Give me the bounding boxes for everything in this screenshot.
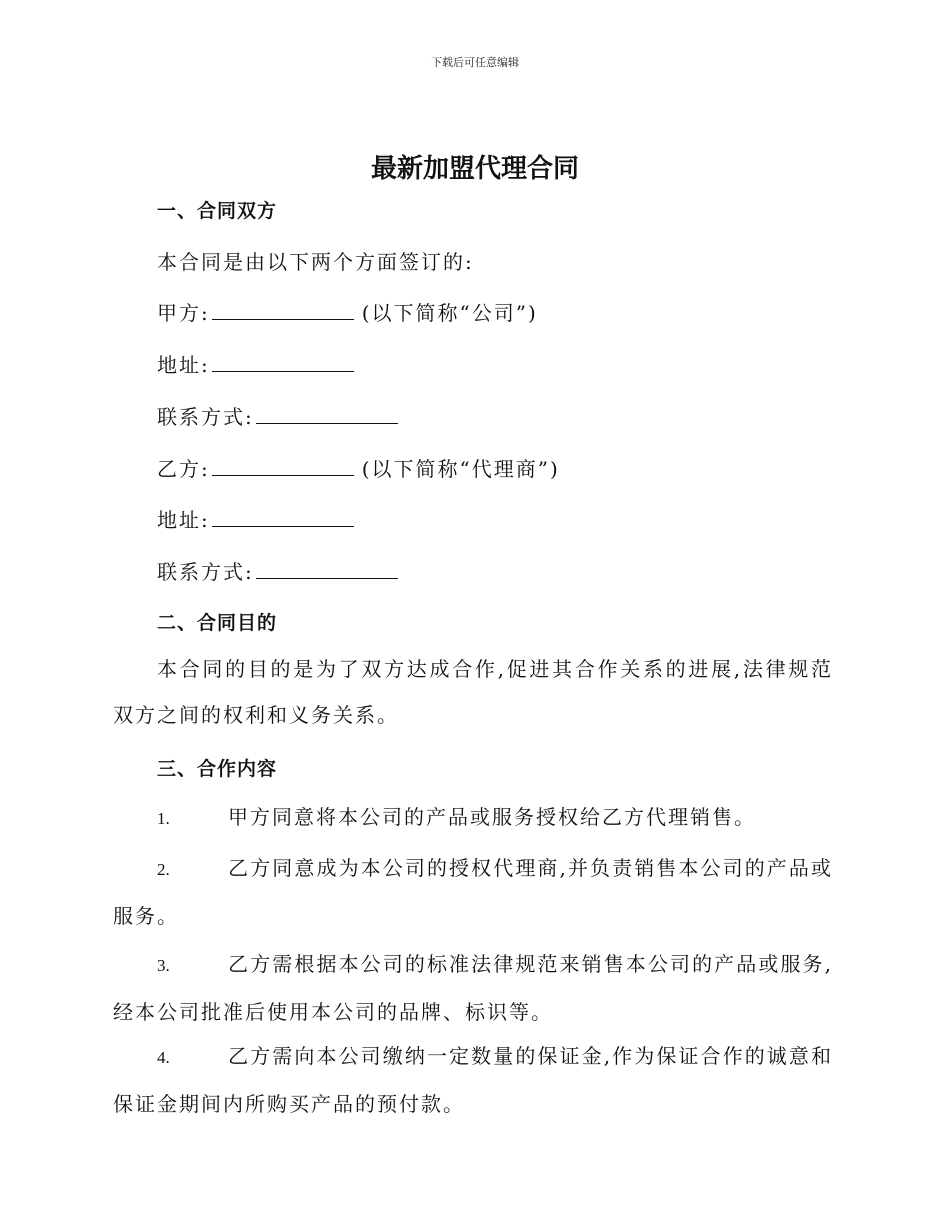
header-note: 下载后可任意编辑 — [431, 56, 519, 69]
party-b-address-line — [157, 504, 354, 533]
item-number: 1. — [157, 809, 170, 828]
purpose-paragraph: 本合同的目的是为了双方达成合作,促进其合作关系的进展,法律规范双方之间的权利和义务关系。 — [113, 657, 833, 727]
item-text: 乙方需向本公司缴纳一定数量的保证金,作为保证合作的诚意和保证金期间内所购买产品的预付款。 — [113, 1044, 833, 1116]
item-text: 乙方需根据本公司的标准法律规范来销售本公司的产品或服务,经本公司批准后使用本公司的品牌、标识等。 — [113, 952, 833, 1024]
item-number: 2. — [157, 860, 170, 879]
cooperation-item — [113, 845, 833, 939]
party-b-contact-line — [157, 556, 398, 585]
cooperation-item — [113, 794, 833, 842]
party-b-label: 乙方: — [157, 457, 210, 481]
party-b-line — [157, 453, 560, 482]
party-a-address-label: 地址: — [157, 353, 210, 377]
party-b-address-label: 地址: — [157, 508, 210, 532]
party-b-name-field[interactable] — [212, 457, 354, 476]
party-a-contact-field[interactable] — [256, 405, 398, 424]
party-b-contact-label: 联系方式: — [157, 560, 254, 584]
item-number: 4. — [157, 1048, 170, 1067]
party-a-address-field[interactable] — [212, 353, 354, 372]
parties-intro: 本合同是由以下两个方面签订的: — [157, 250, 474, 274]
party-a-alias: (以下简称“公司”) — [361, 301, 538, 325]
party-a-contact-label: 联系方式: — [157, 405, 254, 429]
section-heading-purpose: 二、合同目的 — [157, 612, 278, 634]
party-a-address-line — [157, 349, 354, 378]
cooperation-item — [113, 941, 833, 1035]
party-a-contact-line — [157, 401, 398, 430]
cooperation-item — [113, 1033, 833, 1127]
party-a-name-field[interactable] — [212, 301, 354, 320]
party-b-address-field[interactable] — [212, 508, 354, 527]
party-b-contact-field[interactable] — [256, 560, 398, 579]
section-heading-cooperation: 三、合作内容 — [157, 758, 278, 780]
item-text: 乙方同意成为本公司的授权代理商,并负责销售本公司的产品或服务。 — [113, 856, 833, 928]
item-text: 甲方同意将本公司的产品或服务授权给乙方代理销售。 — [228, 805, 756, 829]
document-title: 最新加盟代理合同 — [370, 154, 579, 184]
item-number: 3. — [157, 956, 170, 975]
party-a-line — [157, 297, 538, 326]
party-a-label: 甲方: — [157, 301, 210, 325]
section-heading-parties: 一、合同双方 — [157, 200, 278, 222]
party-b-alias: (以下简称“代理商”) — [361, 457, 560, 481]
